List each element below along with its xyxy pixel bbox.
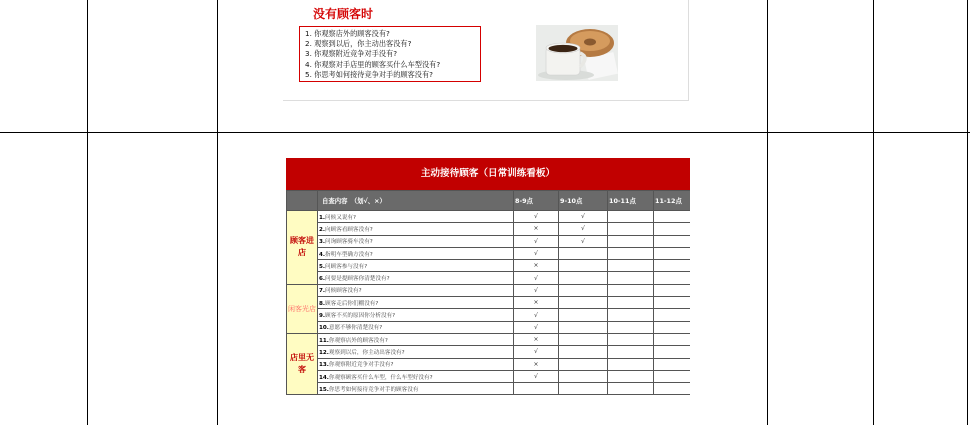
- grid-vline-5: [967, 0, 968, 425]
- table-row: [287, 260, 691, 272]
- header-slot: 11-12点: [654, 191, 691, 211]
- item-number: 5.: [319, 263, 326, 270]
- check-mark-cell: √: [514, 235, 559, 247]
- check-mark-cell: √: [559, 235, 608, 247]
- item-text: 你观察附近竞争对手没有?: [328, 362, 394, 369]
- check-mark-cell: [608, 309, 654, 321]
- table-row: [287, 297, 691, 309]
- check-mark-cell: [654, 223, 691, 235]
- grid-vline-4: [873, 0, 874, 425]
- item-number: 11.: [319, 337, 329, 344]
- item-number: 13.: [319, 362, 329, 369]
- check-mark-cell: [654, 383, 691, 395]
- checklist-item: [318, 297, 514, 309]
- slide-no-customers: [283, 0, 689, 101]
- check-mark-cell: [514, 383, 559, 395]
- item-text: 问候顾客没有?: [325, 288, 362, 295]
- header-slot: 8-9点: [514, 191, 559, 211]
- check-mark-cell: [654, 272, 691, 284]
- item-number: 8.: [319, 300, 326, 307]
- item-number: 9.: [319, 313, 326, 320]
- item-text: 指明车型确方没有?: [325, 251, 373, 258]
- table-row: [287, 272, 691, 284]
- check-mark-cell: [654, 260, 691, 272]
- group-label: 闲客光店: [287, 284, 318, 333]
- checklist-item: [318, 284, 514, 296]
- table-row: [287, 333, 691, 345]
- table-row: [287, 247, 691, 259]
- checklist-item: [318, 235, 514, 247]
- question-item: 4. 你观察对手店里的顾客买什么车型没有?: [305, 59, 441, 69]
- check-mark-cell: √: [514, 247, 559, 259]
- check-mark-cell: √: [514, 284, 559, 296]
- question-box: [299, 26, 481, 82]
- check-mark-cell: [654, 333, 691, 345]
- question-item: 5. 你思考如何接待竞争对手的顾客没有?: [305, 69, 433, 79]
- check-mark-cell: [654, 358, 691, 370]
- table-row: [287, 358, 691, 370]
- checklist-item: [318, 223, 514, 235]
- check-mark-cell: [608, 297, 654, 309]
- check-mark-cell: [559, 247, 608, 259]
- item-text: 顾客走后你们棚没有?: [325, 300, 379, 307]
- table-row: [287, 223, 691, 235]
- item-text: 意愿不够你清楚没有?: [328, 325, 383, 332]
- item-text: 你思考如何接待竞争对手的顾客没有: [328, 386, 419, 393]
- check-mark-cell: [654, 211, 691, 223]
- grid-vline-3: [767, 0, 768, 425]
- check-mark-cell: √: [514, 309, 559, 321]
- board-header-row: [287, 191, 691, 211]
- check-mark-cell: [559, 284, 608, 296]
- item-number: 6.: [319, 276, 326, 283]
- check-mark-cell: [654, 370, 691, 382]
- check-mark-cell: [608, 321, 654, 333]
- item-text: 问顾客参与没有?: [325, 263, 368, 270]
- header-blank: [287, 191, 318, 211]
- item-text: 顾客不买的原因你分析没有?: [325, 313, 396, 320]
- checklist-item: [318, 370, 514, 382]
- check-mark-cell: [654, 346, 691, 358]
- check-mark-cell: ×: [514, 297, 559, 309]
- table-row: [287, 346, 691, 358]
- item-number: 7.: [319, 288, 326, 295]
- item-number: 2.: [319, 226, 326, 233]
- grid-vline-2: [217, 0, 218, 425]
- check-mark-cell: [608, 358, 654, 370]
- check-mark-cell: √: [514, 321, 559, 333]
- checklist-item: [318, 358, 514, 370]
- check-mark-cell: [654, 247, 691, 259]
- item-number: 14.: [319, 374, 329, 381]
- table-row: [287, 235, 691, 247]
- item-number: 1.: [319, 214, 326, 221]
- checklist-item: [318, 383, 514, 395]
- item-text: 问候又说有?: [325, 214, 356, 221]
- check-mark-cell: [559, 272, 608, 284]
- item-number: 15.: [319, 386, 329, 393]
- check-mark-cell: [608, 346, 654, 358]
- check-mark-cell: ×: [514, 333, 559, 345]
- checklist-item: [318, 309, 514, 321]
- check-mark-cell: ×: [514, 223, 559, 235]
- item-text: 你观察顾客买什么车型，什么车型好没有?: [328, 374, 433, 381]
- group-label: 店里无客: [287, 333, 318, 394]
- checklist-item: [318, 346, 514, 358]
- item-number: 12.: [319, 349, 329, 356]
- check-mark-cell: [608, 284, 654, 296]
- table-row: [287, 383, 691, 395]
- check-mark-cell: [608, 272, 654, 284]
- header-slot: 9-10点: [559, 191, 608, 211]
- grid-vline-1: [87, 0, 88, 425]
- check-mark-cell: [559, 321, 608, 333]
- check-mark-cell: [608, 211, 654, 223]
- table-row: [287, 284, 691, 296]
- board-table: [286, 190, 690, 395]
- board-title: 主动接待顾客（日常训练看板）: [286, 158, 690, 190]
- item-text: 问要是提顾客你清楚没有?: [325, 276, 390, 283]
- question-item: 2. 观察到以后，你主动出客没有?: [305, 39, 412, 49]
- checklist-item: [318, 260, 514, 272]
- check-mark-cell: √: [514, 370, 559, 382]
- table-row: [287, 211, 691, 223]
- check-mark-cell: [608, 333, 654, 345]
- check-mark-cell: [654, 297, 691, 309]
- table-row: [287, 370, 691, 382]
- slide-training-board: [286, 158, 690, 425]
- check-mark-cell: [654, 309, 691, 321]
- question-item: 1. 你观察店外的顾客没有?: [305, 29, 390, 38]
- check-mark-cell: [559, 358, 608, 370]
- check-mark-cell: √: [559, 223, 608, 235]
- check-mark-cell: [654, 321, 691, 333]
- item-number: 4.: [319, 251, 326, 258]
- check-mark-cell: [559, 260, 608, 272]
- check-mark-cell: √: [514, 272, 559, 284]
- checklist-item: [318, 321, 514, 333]
- check-mark-cell: [608, 370, 654, 382]
- check-mark-cell: [608, 260, 654, 272]
- group-label: 顾客进店: [287, 211, 318, 285]
- check-mark-cell: [654, 284, 691, 296]
- item-text: 你观察店外的顾客没有?: [328, 337, 388, 344]
- item-number: 3.: [319, 239, 326, 246]
- check-mark-cell: ×: [514, 358, 559, 370]
- check-mark-cell: [608, 247, 654, 259]
- table-row: [287, 309, 691, 321]
- checklist-item: [318, 272, 514, 284]
- header-slot: 10-11点: [608, 191, 654, 211]
- question-item: 3. 你观察附近竞争对手没有?: [305, 49, 398, 59]
- check-mark-cell: [559, 346, 608, 358]
- checklist-item: [318, 247, 514, 259]
- check-mark-cell: √: [559, 211, 608, 223]
- header-content: 自查内容 （划√、×）: [318, 191, 514, 211]
- coffee-bagel-photo: [536, 25, 618, 81]
- checklist-item: [318, 211, 514, 223]
- check-mark-cell: √: [514, 346, 559, 358]
- item-text: 问询顾客骑车没有?: [325, 239, 373, 246]
- table-row: [287, 321, 691, 333]
- check-mark-cell: [559, 309, 608, 321]
- slide-title: 没有顾客时: [313, 7, 374, 21]
- item-text: 观察到以后，你主动出客没有?: [328, 349, 405, 356]
- check-mark-cell: [559, 383, 608, 395]
- checklist-item: [318, 333, 514, 345]
- item-number: 10.: [319, 325, 329, 332]
- check-mark-cell: [559, 333, 608, 345]
- check-mark-cell: [559, 370, 608, 382]
- check-mark-cell: [559, 297, 608, 309]
- check-mark-cell: [654, 235, 691, 247]
- check-mark-cell: ×: [514, 260, 559, 272]
- check-mark-cell: [608, 383, 654, 395]
- check-mark-cell: [608, 223, 654, 235]
- check-mark-cell: √: [514, 211, 559, 223]
- grid-hline-1: [0, 132, 970, 133]
- check-mark-cell: [608, 235, 654, 247]
- item-text: 向顾客看顾客没有?: [325, 226, 373, 233]
